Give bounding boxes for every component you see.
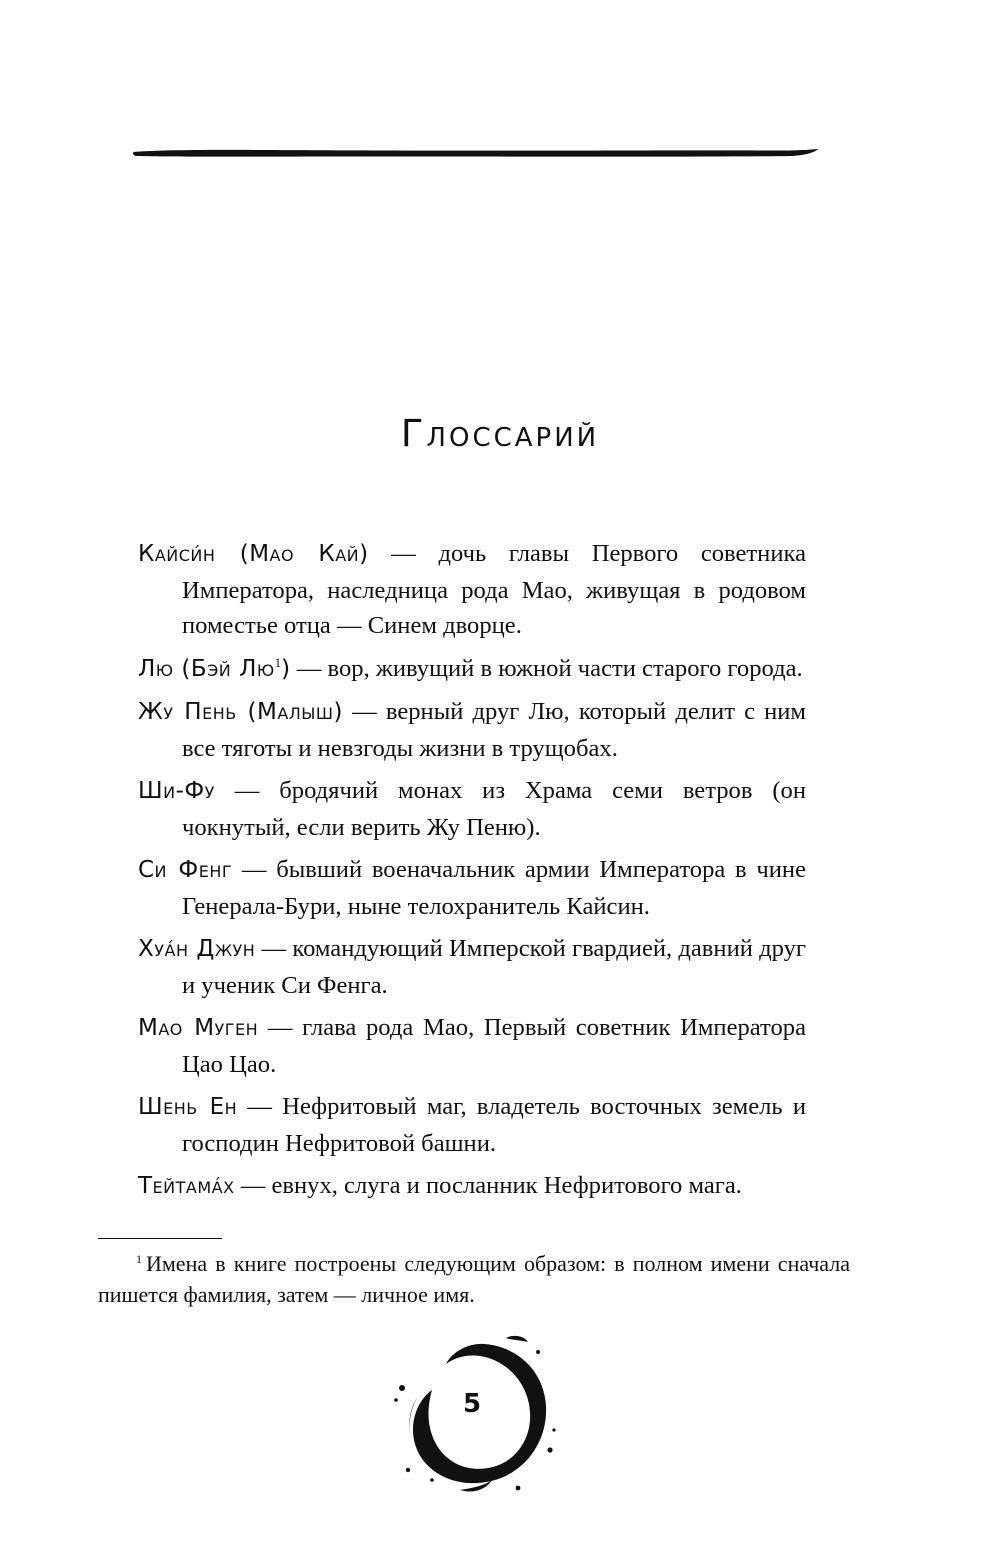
glossary-definition: — бывший военачальник армии Императора в чине Генерала-Бури, ныне телохранитель Кайсин.	[182, 856, 806, 920]
glossary-entry	[138, 1010, 806, 1082]
glossary-term: Хуа́н Джун	[138, 936, 256, 962]
glossary-definition: — Нефритовый маг, владетель восточных земель и господин Нефритовой башни.	[182, 1093, 806, 1157]
page-title: Глоссарий	[400, 412, 600, 455]
footnote-divider	[98, 1238, 222, 1239]
glossary-term: Лю (Бэй Лю	[138, 655, 275, 682]
glossary-definition: — евнух, слуга и посланник Нефритового мага.	[234, 1172, 742, 1199]
glossary-definition: — глава рода Мао, Первый советник Императора Цао Цао.	[182, 1014, 806, 1078]
footnote-mark: 1	[136, 1251, 142, 1266]
page-number: 5	[462, 1389, 482, 1419]
glossary-entry	[138, 1089, 806, 1161]
glossary-definition: — бродячий монах из Храма семи ветров (он чокнутый, если верить Жу Пеню).	[182, 777, 806, 841]
glossary-list	[138, 536, 806, 1212]
glossary-entry	[138, 931, 806, 1003]
glossary-entry	[138, 1168, 806, 1205]
glossary-term: Си Фенг	[138, 857, 233, 883]
footnote	[98, 1248, 850, 1310]
glossary-entry	[138, 852, 806, 924]
glossary-term: Шень Ен	[138, 1094, 238, 1120]
glossary-definition: — верный друг Лю, который делит с ним все тяготы и невзгоды жизни в трущобах.	[182, 698, 806, 762]
glossary-definition: — командующий Имперской гвардией, давний друг и ученик Си Фенга.	[182, 935, 806, 999]
glossary-entry	[138, 536, 806, 644]
glossary-term: Ши-Фу	[138, 778, 215, 804]
glossary-definition: — дочь главы Первого советника Императора, наследница рода Мао, живущая в родовом поместье отца — Синем дворце.	[182, 540, 806, 639]
glossary-entry	[138, 773, 806, 845]
footnote-reference[interactable]: 1	[274, 654, 282, 670]
glossary-term: Жу Пень (Малыш)	[138, 699, 344, 725]
glossary-entry	[138, 694, 806, 766]
glossary-term: Кайси́н (Мао Кай)	[138, 541, 369, 567]
glossary-term: Тейтама́х	[138, 1173, 235, 1199]
footnote-text: Имена в книге построены следующим образом: в полном имени сначала пишется фамилия, затем — личное имя.	[98, 1251, 850, 1307]
glossary-term: Мао Муген	[138, 1015, 259, 1041]
brush-stroke-divider	[132, 146, 820, 160]
glossary-term-suffix: )	[281, 655, 291, 682]
glossary-entry	[138, 651, 806, 688]
glossary-definition: — вор, живущий в южной части старого города.	[290, 654, 803, 682]
